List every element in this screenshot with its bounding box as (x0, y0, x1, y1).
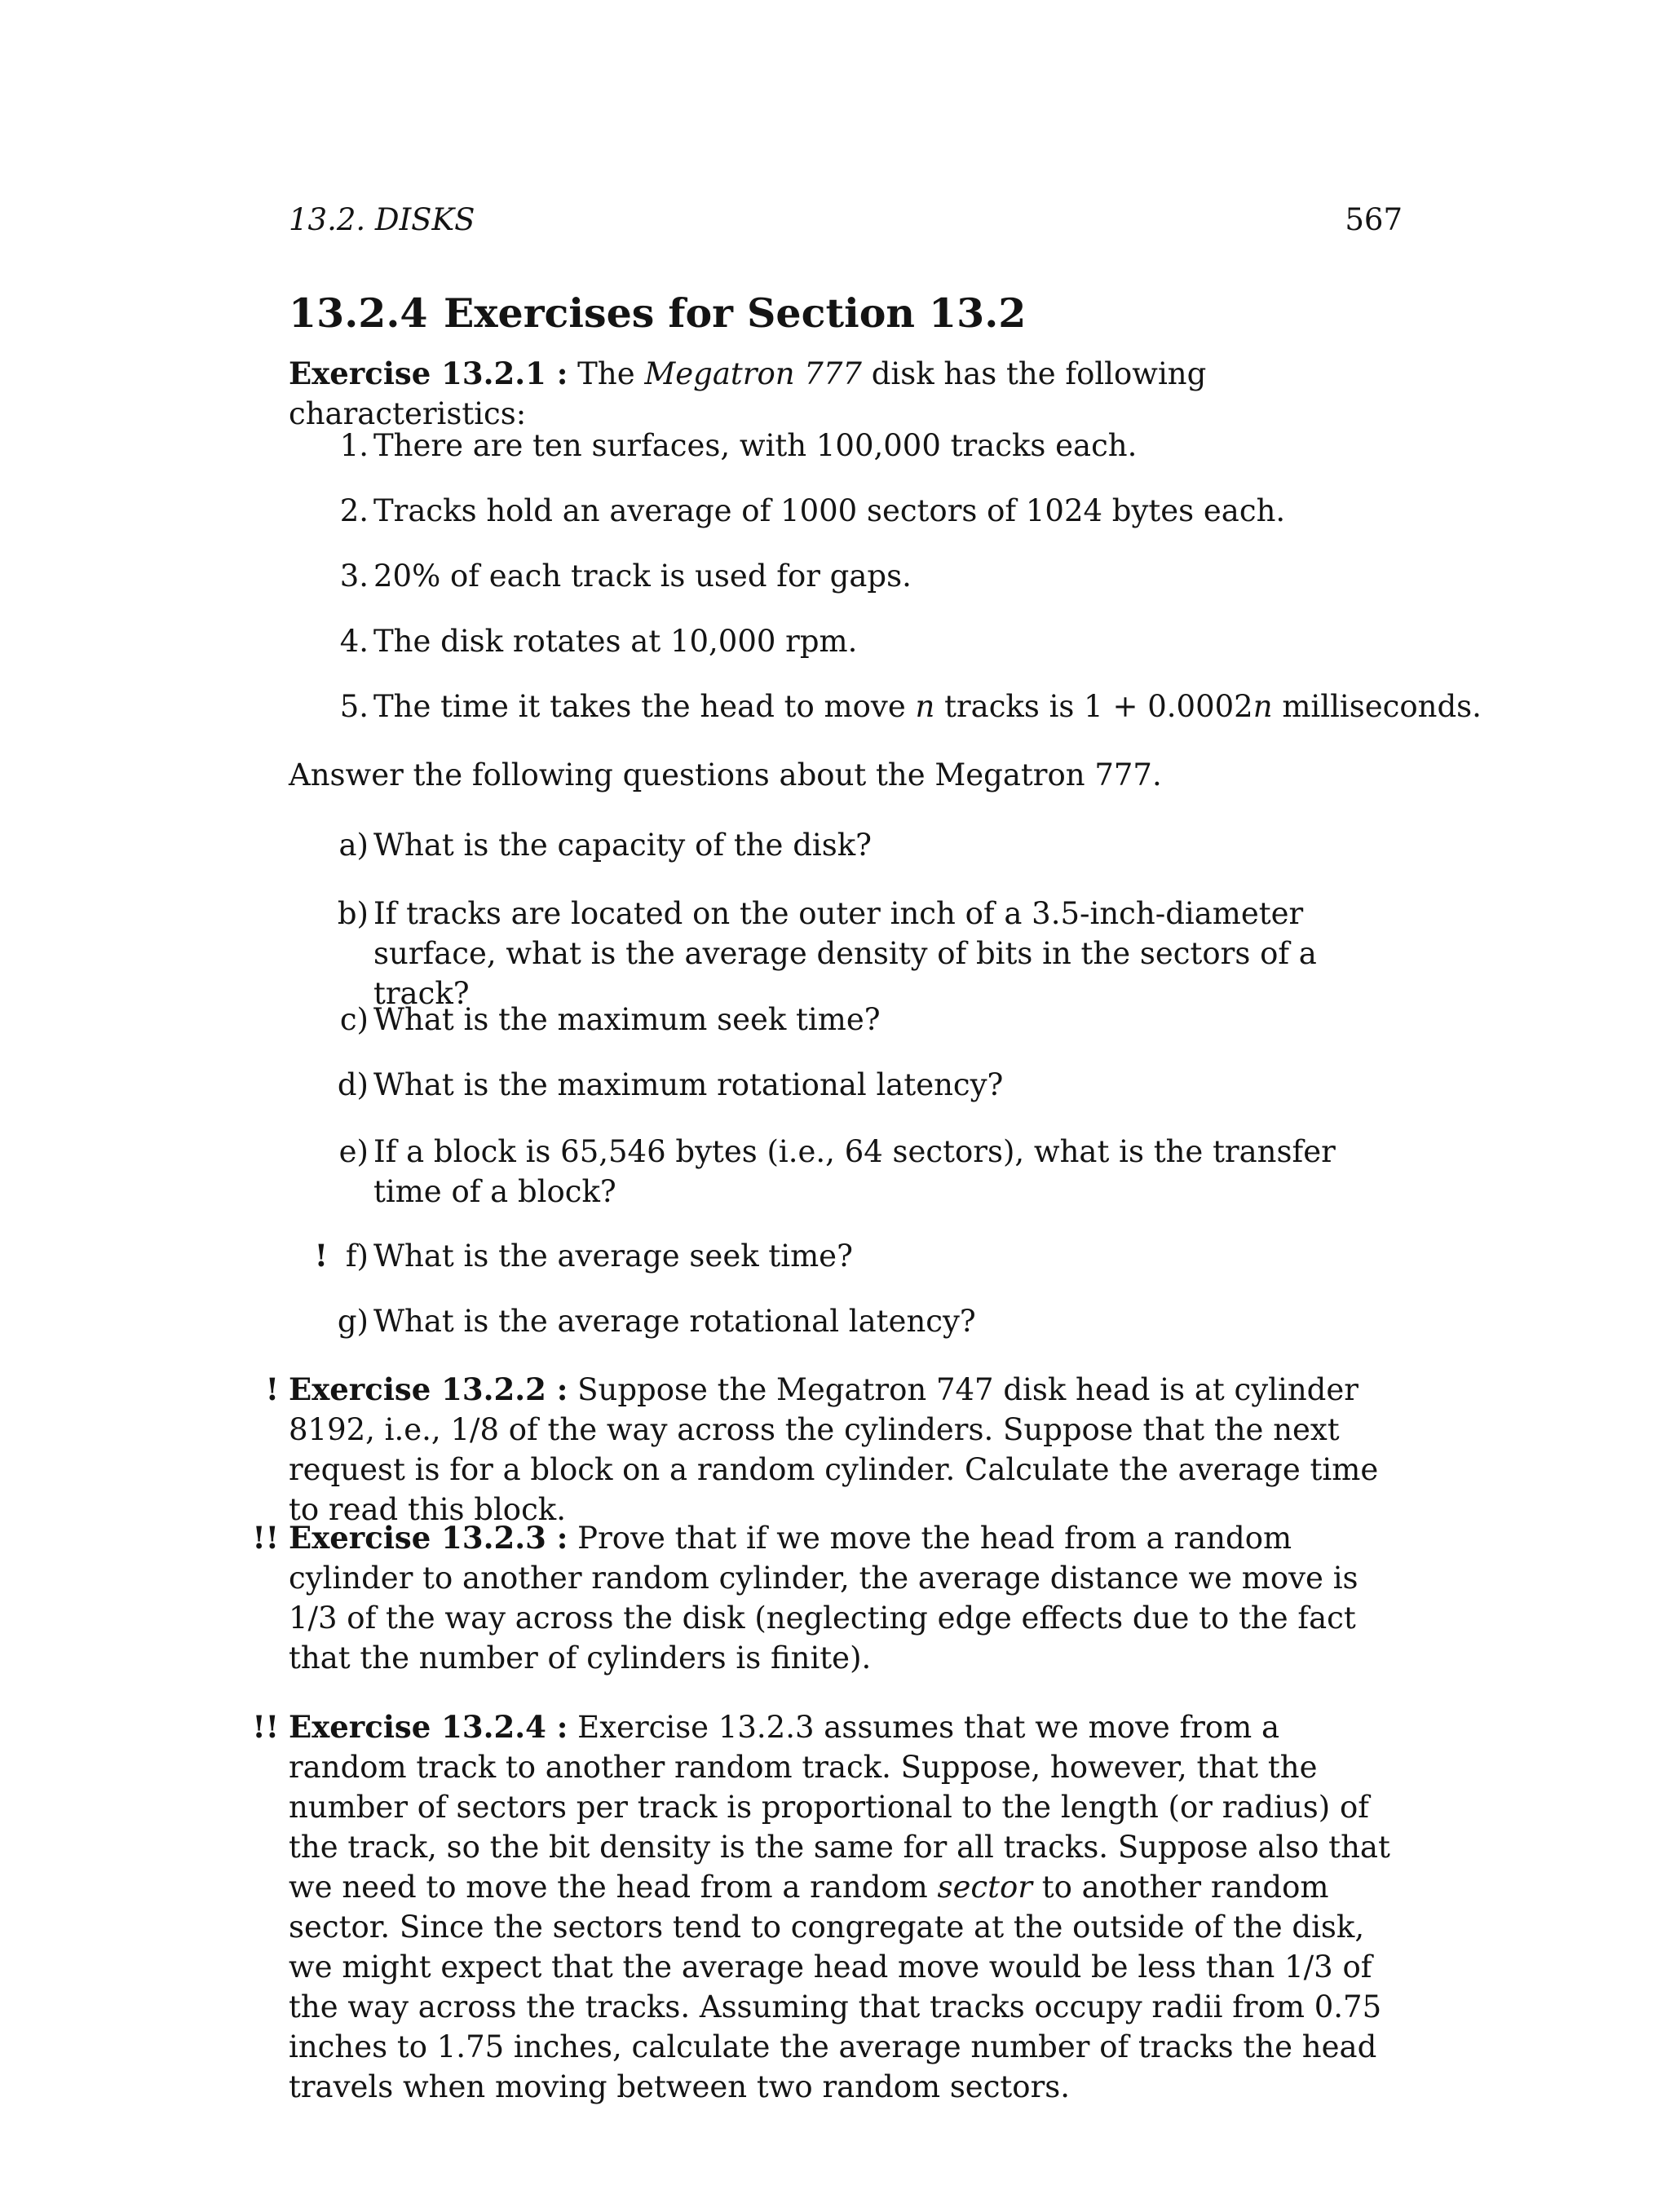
exercise-text: The (568, 356, 645, 391)
section-number: 13.2.4 (289, 289, 428, 337)
question-text: What is the average seek time? (373, 1238, 853, 1274)
difficulty-mark: ! (265, 1371, 279, 1407)
running-head (289, 201, 1403, 240)
list-item-text: There are ten surfaces, with 100,000 tracks each. (373, 428, 1138, 463)
question-text: What is the maximum rotational latency? (373, 1067, 1004, 1102)
question-label: d) (337, 1067, 369, 1102)
exercise-text: to another random sector. Since the sectors tend to congregate at the outside of the disk, we might expect that the average head move would be less than 1/3 of the way across the tracks. Assuming that tracks occupy radii from 0.75 inches to 1.75 inches, calculate the average number of tracks the head travels when moving between two random sectors. (289, 1870, 1382, 2104)
exercise-13-2-2 (265, 1370, 1403, 1530)
exercise-text: Suppose the Megatron 747 disk head is at cylinder 8192, i.e., 1/8 of the way across the cylinders. Suppose that the next request is for a block on a random cylinder. Calculate the average time to read this block. (289, 1372, 1379, 1527)
list-item-number: 5. (339, 689, 369, 724)
list-item-number: 3. (339, 559, 369, 594)
question-text: If a block is 65,546 bytes (i.e., 64 sectors), what is the transfer time of a block? (373, 1134, 1336, 1209)
exercise-13-2-3 (252, 1518, 1403, 1678)
text-run: milliseconds. (1272, 689, 1482, 724)
question-text: What is the average rotational latency? (373, 1304, 976, 1339)
emphasized-word: sector (937, 1870, 1032, 1905)
exercise-text: Exercise 13.2.3 assumes that we move from a random track to another random track. Suppose, however, that the number of sectors per track is proportional to the length (or radius) of the track, so the bit density is the same for all tracks. Suppose also that we need to move the head from a random (289, 1710, 1390, 1905)
page-number: 567 (1345, 202, 1403, 237)
exercise-13-2-1-intro (289, 354, 1403, 434)
exercise-label: Exercise 13.2.4 : (289, 1709, 568, 1745)
question-label: e) (338, 1134, 369, 1169)
math-variable: n (1252, 689, 1273, 724)
difficulty-mark: ! (314, 1238, 328, 1274)
list-item-text: 20% of each track is used for gaps. (373, 559, 912, 594)
list-item-text: Tracks hold an average of 1000 sectors of 1024 bytes each. (373, 493, 1286, 528)
question-label: f) (345, 1238, 369, 1274)
exercise-label: Exercise 13.2.2 : (289, 1371, 568, 1407)
section-heading (289, 287, 1026, 339)
question-label: b) (337, 896, 369, 931)
list-item-text: The disk rotates at 10,000 rpm. (373, 624, 858, 659)
list-item-text (373, 687, 1482, 726)
difficulty-mark: !! (252, 1709, 279, 1745)
exercise-text: Prove that if we move the head from a random cylinder to another random cylinder, the average distance we move is 1/3 of the way across the disk (neglecting edge effects due to the fact that the number of cylinders is finite). (289, 1521, 1359, 1676)
disk-name: Megatron 777 (644, 356, 862, 391)
question-label: c) (339, 1002, 369, 1037)
section-title: Exercises for Section 13.2 (444, 289, 1027, 337)
question-text: What is the maximum seek time? (373, 1002, 881, 1037)
text-run: The time it takes the head to move (373, 689, 916, 724)
text-run: tracks is 1 + 0.0002 (934, 689, 1253, 724)
question-text: What is the capacity of the disk? (373, 828, 872, 863)
exercise-13-2-4 (252, 1707, 1403, 2107)
question-label: a) (338, 828, 369, 863)
list-item-number: 4. (339, 624, 369, 659)
difficulty-mark: !! (252, 1520, 279, 1556)
question-text: If tracks are located on the outer inch of a 3.5-inch-diameter surface, what is the average density of bits in the sectors of a track? (373, 896, 1317, 1011)
exercise-label: Exercise 13.2.1 : (289, 355, 568, 391)
list-item-number: 2. (339, 493, 369, 528)
exercise-text: disk has the following characteristics: (289, 356, 1207, 431)
math-variable: n (915, 689, 935, 724)
running-head-section: 13.2. DISKS (289, 202, 475, 237)
exercise-label: Exercise 13.2.3 : (289, 1520, 568, 1556)
question-label: g) (337, 1304, 369, 1339)
answer-intro: Answer the following questions about the Megatron 777. (289, 757, 1162, 793)
list-item-number: 1. (339, 428, 369, 463)
